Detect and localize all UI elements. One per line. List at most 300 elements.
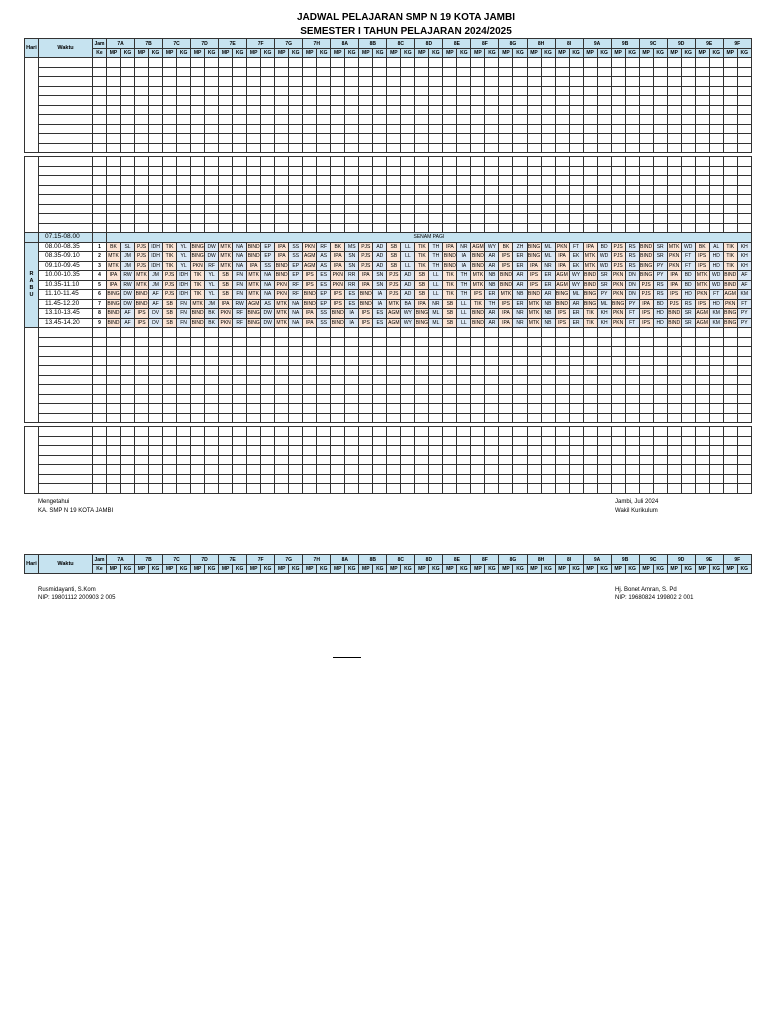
empty-cell — [359, 375, 373, 385]
header-mp: MP — [275, 49, 289, 58]
empty-cell — [191, 484, 205, 494]
teacher-cell: YL — [177, 261, 191, 271]
empty-cell — [373, 484, 387, 494]
lesson-row — [25, 271, 752, 281]
empty-cell — [611, 446, 625, 456]
empty-cell — [39, 375, 93, 385]
empty-cell — [261, 105, 275, 115]
subject-cell: IPS — [695, 261, 709, 271]
empty-cell — [583, 96, 597, 106]
empty-cell — [667, 347, 681, 357]
empty-cell — [695, 404, 709, 414]
empty-cell — [429, 214, 443, 224]
empty-cell — [597, 347, 611, 357]
subject-cell: SB — [219, 271, 233, 281]
empty-cell — [275, 204, 289, 214]
teacher-cell: ER — [541, 280, 555, 290]
empty-cell — [345, 176, 359, 186]
teacher-cell: WD — [681, 242, 695, 252]
empty-cell — [317, 465, 331, 475]
empty-cell — [625, 413, 639, 423]
header-kg: KG — [597, 49, 611, 58]
subject-cell: BIND — [247, 253, 260, 260]
empty-cell — [317, 375, 331, 385]
subject-cell: BING — [415, 310, 428, 317]
empty-cell — [569, 195, 583, 205]
empty-cell — [569, 143, 583, 153]
empty-cell — [205, 446, 219, 456]
day-block-4-row — [25, 356, 752, 366]
empty-cell — [541, 484, 555, 494]
empty-cell — [177, 195, 191, 205]
empty-cell — [121, 124, 135, 134]
header-kg: KG — [177, 49, 191, 58]
empty-cell — [597, 375, 611, 385]
empty-cell — [583, 58, 597, 68]
empty-cell — [401, 385, 415, 395]
teacher-cell: YL — [205, 290, 219, 300]
header-class-7B: 7B — [135, 39, 163, 49]
day-cell-empty — [25, 328, 39, 423]
empty-cell — [401, 223, 415, 233]
subject-cell: IPA — [415, 299, 429, 309]
empty-cell — [261, 455, 275, 465]
empty-cell — [219, 96, 233, 106]
header-kg: KG — [149, 49, 163, 58]
empty-cell — [695, 455, 709, 465]
header-mp: MP — [667, 565, 681, 574]
empty-cell — [485, 67, 499, 77]
subject-cell: BING — [107, 291, 120, 298]
empty-cell — [569, 77, 583, 87]
subject-cell: PJS — [359, 252, 373, 262]
teacher-cell: DW — [261, 309, 275, 319]
subject-cell: BING — [555, 291, 569, 298]
empty-cell — [597, 58, 611, 68]
subject-cell: IPS — [359, 318, 373, 328]
empty-cell — [597, 223, 611, 233]
empty-cell — [625, 105, 639, 115]
empty-cell — [499, 474, 513, 484]
empty-cell — [205, 195, 219, 205]
empty-cell — [373, 67, 387, 77]
teacher-cell: ER — [485, 290, 499, 300]
empty-cell — [681, 115, 695, 125]
subject-cell: MTK — [528, 310, 540, 317]
empty-cell — [345, 204, 359, 214]
empty-cell — [345, 347, 359, 357]
empty-cell — [625, 143, 639, 153]
empty-cell — [149, 474, 163, 484]
subject-cell: PKN — [669, 253, 680, 260]
empty-cell — [611, 166, 625, 176]
empty-cell — [107, 356, 121, 366]
empty-cell — [261, 134, 275, 144]
empty-cell — [401, 157, 415, 167]
empty-cell — [107, 436, 121, 446]
empty-cell — [135, 86, 149, 96]
lesson-row — [25, 280, 752, 290]
vice-curriculum-name: Hj. Bonet Amran, S. Pd — [615, 587, 677, 593]
empty-cell — [667, 223, 681, 233]
empty-cell — [555, 176, 569, 186]
header-kg: KG — [205, 565, 219, 574]
empty-cell — [555, 214, 569, 224]
empty-cell — [401, 204, 415, 214]
empty-cell — [149, 134, 163, 144]
empty-cell — [359, 385, 373, 395]
empty-cell — [471, 185, 485, 195]
empty-cell — [233, 347, 247, 357]
empty-cell — [569, 124, 583, 134]
empty-cell — [163, 223, 177, 233]
empty-cell — [583, 385, 597, 395]
empty-cell — [205, 375, 219, 385]
empty-cell — [345, 366, 359, 376]
header-class-7C: 7C — [163, 39, 191, 49]
empty-cell — [625, 465, 639, 475]
empty-cell — [163, 77, 177, 87]
empty-cell — [667, 86, 681, 96]
empty-cell — [611, 58, 625, 68]
empty-cell — [555, 134, 569, 144]
empty-cell — [639, 105, 653, 115]
subject-cell: MTK — [472, 281, 484, 288]
empty-cell — [205, 484, 219, 494]
teacher-cell: AF — [149, 290, 163, 300]
teacher-cell: FN — [233, 290, 247, 300]
subject-cell: BIND — [528, 291, 540, 298]
subject-cell: MTK — [136, 272, 147, 279]
empty-cell — [625, 166, 639, 176]
empty-cell — [177, 176, 191, 186]
empty-cell — [261, 115, 275, 125]
empty-cell — [569, 347, 583, 357]
empty-cell — [359, 176, 373, 186]
teacher-cell: WY — [401, 309, 415, 319]
empty-cell — [485, 394, 499, 404]
empty-cell — [667, 204, 681, 214]
empty-cell — [121, 484, 135, 494]
empty-cell — [317, 176, 331, 186]
empty-cell — [443, 176, 457, 186]
empty-cell — [667, 67, 681, 77]
empty-cell — [415, 394, 429, 404]
empty-cell — [331, 185, 345, 195]
empty-cell — [541, 427, 555, 437]
teacher-cell: PY — [737, 309, 751, 319]
empty-cell — [667, 366, 681, 376]
empty-cell — [247, 484, 261, 494]
empty-cell — [611, 157, 625, 167]
empty-cell — [359, 366, 373, 376]
empty-cell — [303, 58, 317, 68]
empty-cell — [611, 214, 625, 224]
subject-cell: AGM — [696, 310, 708, 317]
empty-cell — [695, 157, 709, 167]
empty-cell — [387, 223, 401, 233]
empty-cell — [541, 96, 555, 106]
empty-cell — [625, 385, 639, 395]
empty-cell — [275, 385, 289, 395]
empty-cell — [149, 347, 163, 357]
empty-cell — [499, 446, 513, 456]
empty-cell — [275, 195, 289, 205]
empty-cell — [163, 484, 177, 494]
empty-cell — [247, 465, 261, 475]
empty-cell — [39, 214, 93, 224]
empty-cell — [555, 58, 569, 68]
empty-cell — [653, 465, 667, 475]
header-kg: KG — [429, 49, 443, 58]
subject-cell: AGM — [304, 253, 316, 260]
empty-cell — [555, 436, 569, 446]
empty-cell — [681, 436, 695, 446]
teacher-cell: RS — [653, 280, 667, 290]
header-class-7C: 7C — [163, 555, 191, 565]
empty-cell — [667, 328, 681, 338]
empty-cell — [625, 86, 639, 96]
empty-cell — [233, 223, 247, 233]
empty-cell — [555, 446, 569, 456]
empty-cell — [39, 455, 93, 465]
empty-cell — [569, 86, 583, 96]
empty-cell — [681, 375, 695, 385]
empty-cell — [303, 385, 317, 395]
subject-cell: IPA — [527, 261, 541, 271]
empty-cell — [289, 67, 303, 77]
empty-cell — [303, 375, 317, 385]
empty-cell — [93, 77, 107, 87]
empty-cell — [429, 195, 443, 205]
empty-cell — [555, 195, 569, 205]
empty-cell — [149, 413, 163, 423]
empty-cell — [331, 474, 345, 484]
teacher-cell: BK — [205, 309, 219, 319]
empty-cell — [709, 124, 723, 134]
empty-cell — [191, 157, 205, 167]
empty-cell — [121, 86, 135, 96]
empty-cell — [261, 58, 275, 68]
subject-cell: AGM — [472, 243, 484, 250]
empty-cell — [513, 134, 527, 144]
header-kg: KG — [513, 565, 527, 574]
empty-cell — [219, 337, 233, 347]
lesson-time: 10.35-11.10 — [39, 280, 93, 290]
header-class-7G: 7G — [275, 555, 303, 565]
lesson-time: 08.00-08.35 — [39, 242, 93, 252]
empty-cell — [205, 86, 219, 96]
empty-cell — [177, 204, 191, 214]
empty-cell — [373, 96, 387, 106]
empty-cell — [695, 356, 709, 366]
empty-cell — [639, 195, 653, 205]
header-class-7A: 7A — [107, 555, 135, 565]
subject-cell: PJS — [135, 252, 149, 262]
empty-cell — [597, 474, 611, 484]
empty-cell — [387, 436, 401, 446]
teacher-cell: TH — [429, 252, 443, 262]
empty-cell — [93, 465, 107, 475]
empty-cell — [219, 105, 233, 115]
empty-cell — [205, 404, 219, 414]
header-class-8B: 8B — [359, 555, 387, 565]
empty-cell — [695, 474, 709, 484]
empty-cell — [513, 77, 527, 87]
empty-cell — [191, 404, 205, 414]
empty-cell — [597, 86, 611, 96]
empty-cell — [233, 134, 247, 144]
empty-cell — [513, 124, 527, 134]
empty-cell — [373, 366, 387, 376]
empty-cell — [443, 366, 457, 376]
empty-cell — [345, 105, 359, 115]
teacher-cell: IDH — [149, 261, 163, 271]
empty-cell — [709, 413, 723, 423]
empty-cell — [737, 446, 751, 456]
empty-cell — [639, 436, 653, 446]
empty-cell — [177, 77, 191, 87]
empty-cell — [387, 366, 401, 376]
empty-cell — [611, 86, 625, 96]
empty-cell — [135, 427, 149, 437]
subject-cell: BIND — [135, 291, 148, 298]
header-mp: MP — [443, 49, 457, 58]
empty-cell — [289, 204, 303, 214]
empty-cell — [513, 176, 527, 186]
empty-cell — [121, 337, 135, 347]
empty-cell — [597, 134, 611, 144]
subject-cell: MTK — [584, 253, 596, 260]
subject-cell: BING — [612, 300, 625, 307]
empty-cell — [121, 223, 135, 233]
empty-cell — [415, 86, 429, 96]
empty-cell — [39, 413, 93, 423]
empty-cell — [541, 134, 555, 144]
empty-cell — [443, 474, 457, 484]
empty-cell — [723, 223, 737, 233]
empty-cell — [457, 223, 471, 233]
empty-cell — [373, 455, 387, 465]
empty-cell — [667, 58, 681, 68]
teacher-cell: EP — [317, 299, 331, 309]
teacher-cell: NB — [541, 299, 555, 309]
header-hari: Hari — [25, 555, 39, 574]
subject-cell: BIND — [668, 310, 681, 317]
empty-cell — [709, 356, 723, 366]
empty-cell — [527, 474, 541, 484]
teacher-cell: YL — [177, 242, 191, 252]
teacher-cell: EP — [317, 290, 331, 300]
teacher-cell: LL — [401, 252, 415, 262]
empty-cell — [135, 356, 149, 366]
subject-cell: PKN — [332, 272, 343, 279]
empty-cell — [149, 455, 163, 465]
empty-cell — [317, 67, 331, 77]
empty-cell — [709, 58, 723, 68]
subject-cell: SB — [415, 271, 429, 281]
empty-cell — [205, 214, 219, 224]
empty-cell — [303, 366, 317, 376]
teacher-cell: TH — [485, 299, 499, 309]
empty-cell — [219, 484, 233, 494]
empty-cell — [387, 204, 401, 214]
empty-cell — [107, 484, 121, 494]
subject-cell: MTK — [192, 300, 203, 307]
empty-cell — [359, 328, 373, 338]
empty-cell — [303, 328, 317, 338]
empty-cell — [387, 115, 401, 125]
empty-cell — [289, 337, 303, 347]
empty-cell — [471, 58, 485, 68]
empty-cell — [359, 484, 373, 494]
empty-cell — [373, 166, 387, 176]
empty-cell — [219, 134, 233, 144]
empty-cell — [723, 214, 737, 224]
empty-cell — [527, 404, 541, 414]
empty-cell — [737, 176, 751, 186]
empty-cell — [261, 77, 275, 87]
empty-cell — [317, 436, 331, 446]
empty-cell — [149, 337, 163, 347]
empty-cell — [219, 58, 233, 68]
empty-cell — [737, 427, 751, 437]
subject-cell: TIK — [191, 290, 205, 300]
teacher-cell: DV — [149, 318, 163, 328]
approval-label: Mengetahui — [38, 499, 70, 505]
empty-cell — [93, 356, 107, 366]
empty-cell — [275, 115, 289, 125]
empty-cell — [317, 427, 331, 437]
empty-cell — [443, 77, 457, 87]
empty-cell — [345, 436, 359, 446]
teacher-cell: FN — [177, 299, 191, 309]
empty-cell — [443, 157, 457, 167]
empty-cell — [737, 465, 751, 475]
subject-cell: TIK — [723, 261, 737, 271]
teacher-cell: KM — [709, 309, 723, 319]
empty-cell — [471, 204, 485, 214]
header-mp: MP — [387, 565, 401, 574]
empty-cell — [415, 375, 429, 385]
subject-cell: MTK — [136, 281, 147, 288]
empty-cell — [247, 58, 261, 68]
empty-cell — [205, 394, 219, 404]
subject-cell: BIND — [556, 300, 569, 307]
empty-cell — [681, 347, 695, 357]
empty-cell — [121, 166, 135, 176]
empty-cell — [303, 86, 317, 96]
header-kg: KG — [625, 565, 639, 574]
empty-cell — [639, 185, 653, 195]
lesson-row — [25, 261, 752, 271]
header-kg: KG — [709, 565, 723, 574]
empty-cell — [233, 328, 247, 338]
empty-cell — [415, 143, 429, 153]
empty-cell — [443, 115, 457, 125]
teacher-cell: HD — [709, 299, 723, 309]
empty-cell — [443, 427, 457, 437]
day-block-2-row — [25, 166, 752, 176]
empty-cell — [485, 134, 499, 144]
empty-cell — [331, 166, 345, 176]
empty-cell — [177, 375, 191, 385]
empty-cell — [653, 446, 667, 456]
header-class-8E: 8E — [443, 555, 471, 565]
empty-cell — [275, 436, 289, 446]
empty-cell — [583, 176, 597, 186]
teacher-cell: ML — [569, 290, 583, 300]
